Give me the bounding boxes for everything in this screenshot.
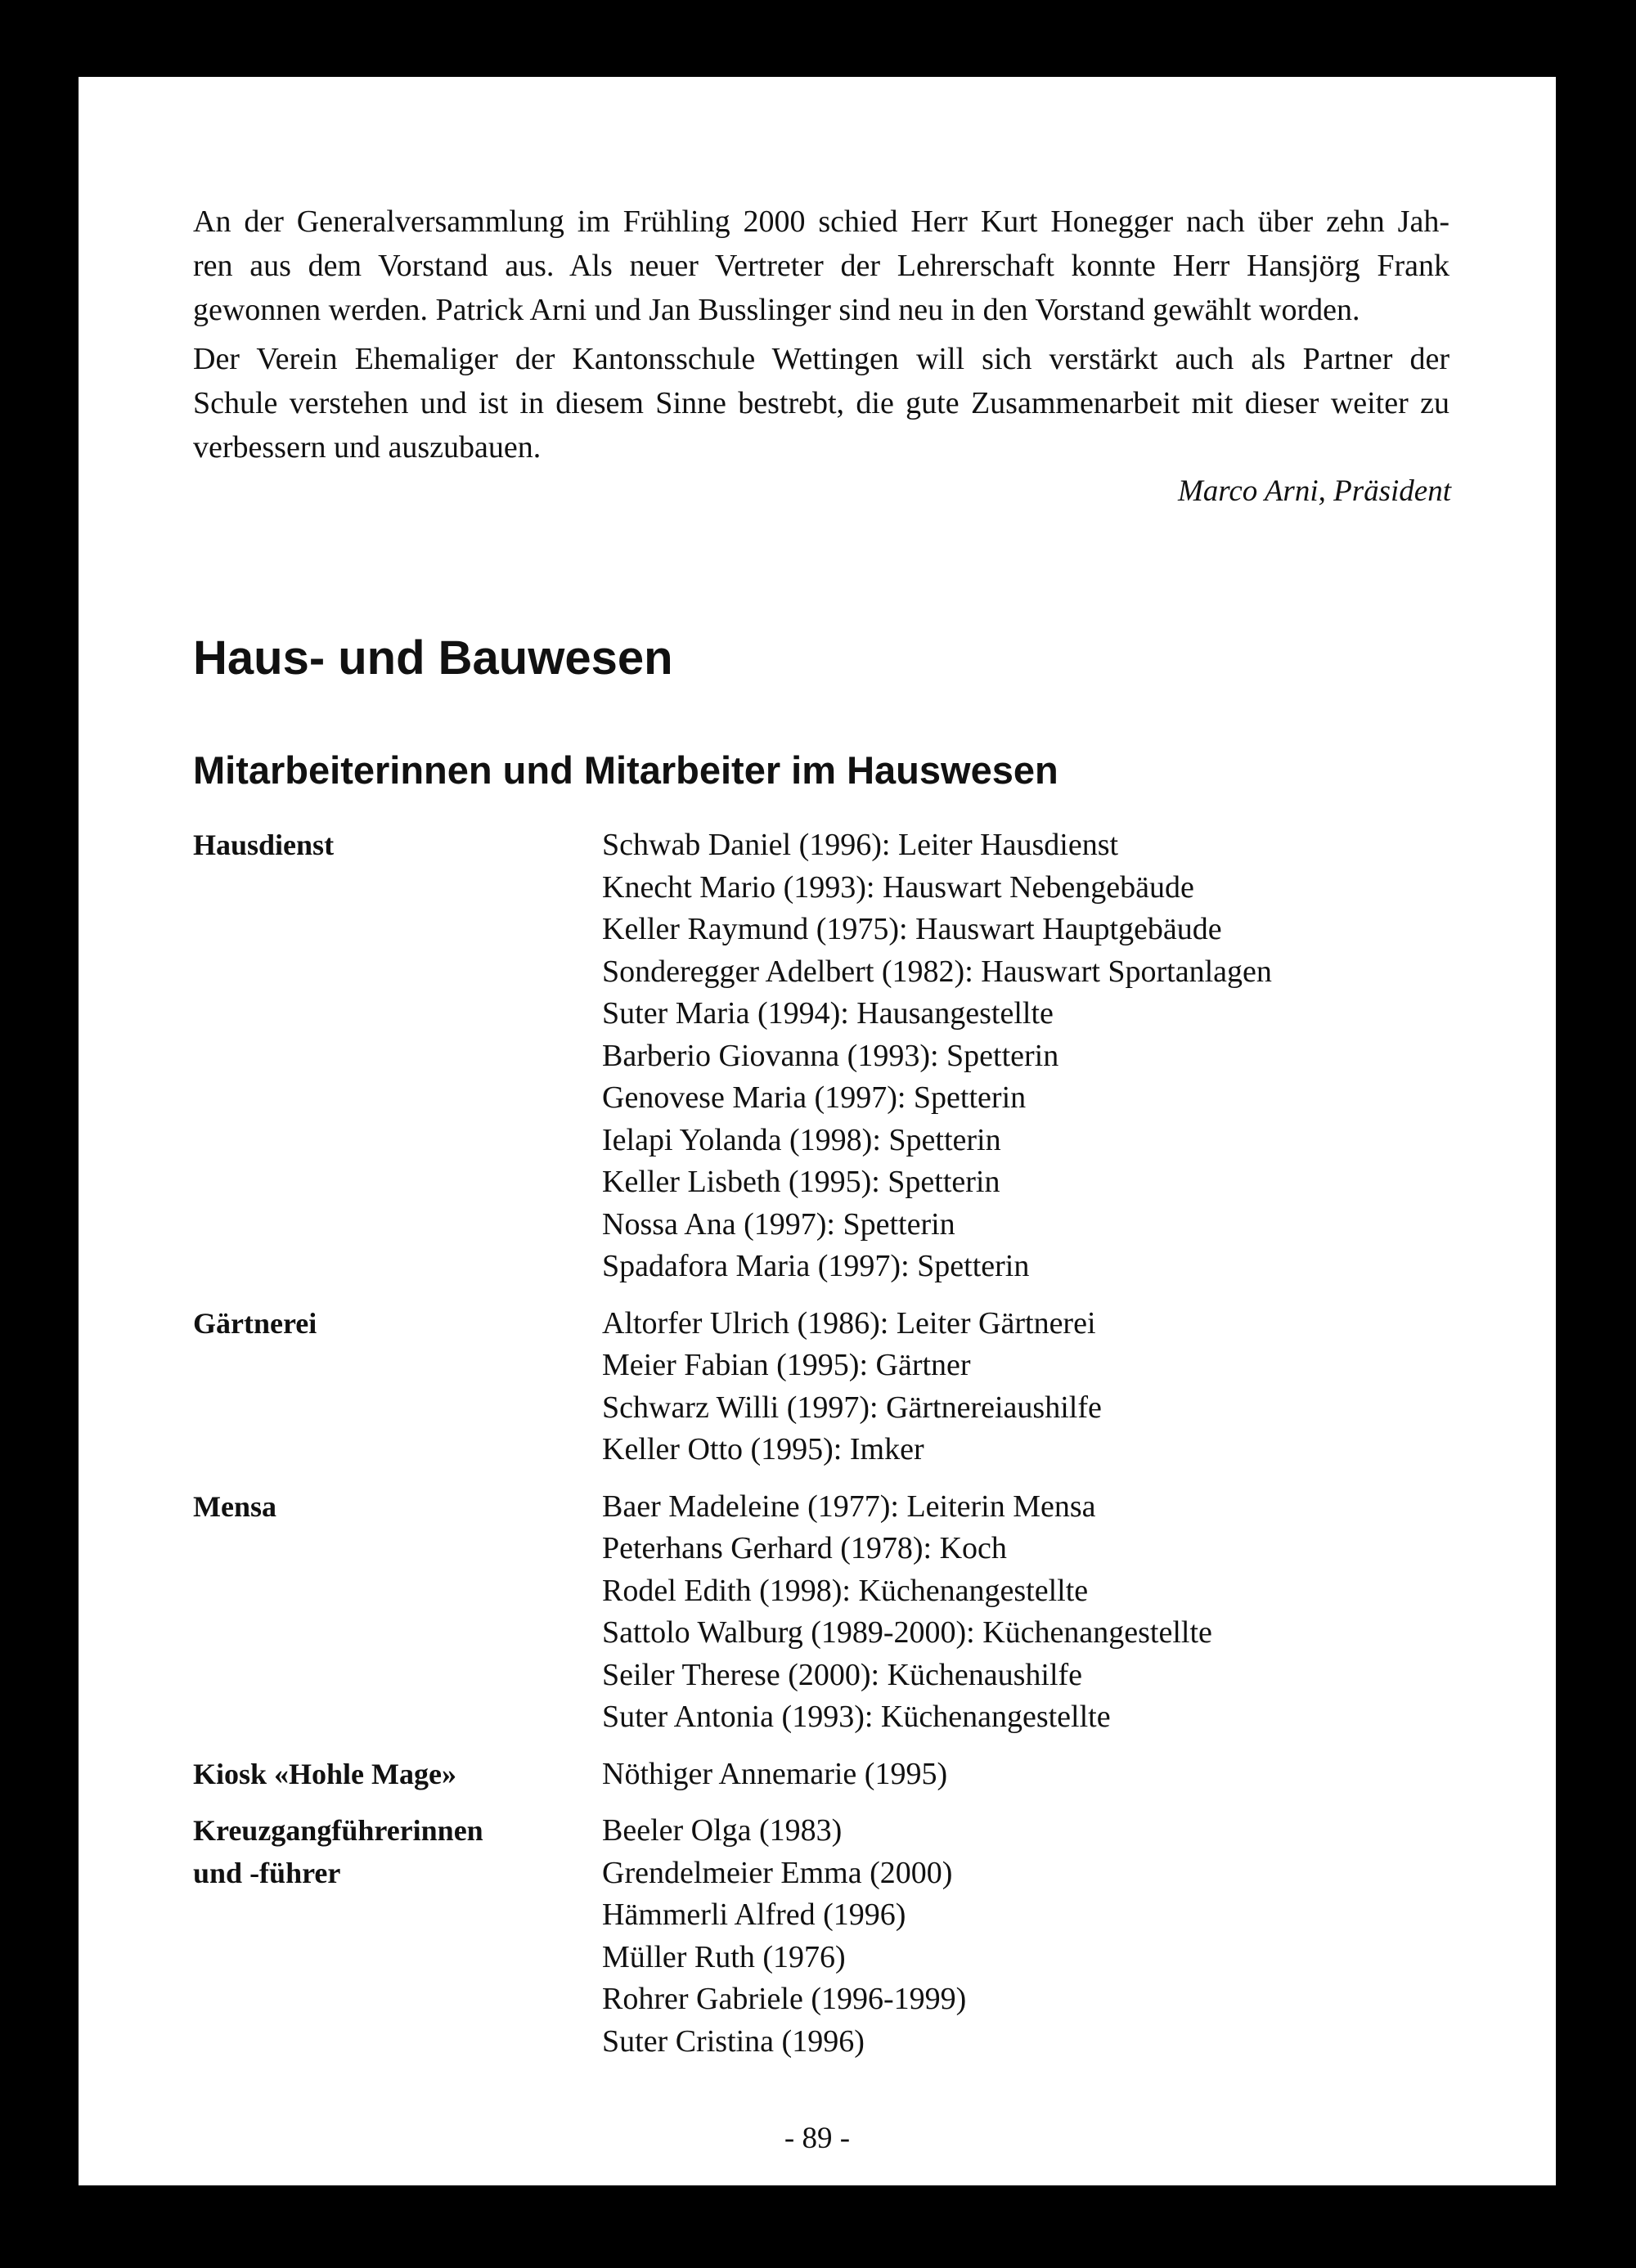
member-entry: Baer Madeleine (1977): Leiterin Mensa bbox=[602, 1489, 1096, 1524]
staff-group bbox=[193, 1486, 1453, 1739]
text-line: Der Verein Ehemaliger der Kantonsschule Wettingen will sich verstärkt auch als Partner der bbox=[193, 342, 1449, 376]
intro-paragraph-2 bbox=[193, 337, 1449, 469]
member-entry: Peterhans Gerhard (1978): Koch bbox=[602, 1531, 1007, 1565]
group-label-line: Kiosk «Hohle Mage» bbox=[193, 1757, 456, 1790]
section-subtitle: Mitarbeiterinnen und Mitarbeiter im Hauswesen bbox=[193, 748, 1058, 792]
member-entry: Sattolo Walburg (1989-2000): Küchenangestellte bbox=[602, 1615, 1212, 1650]
document-page bbox=[79, 77, 1556, 2185]
member-entry: Keller Lisbeth (1995): Spetterin bbox=[602, 1165, 1000, 1199]
staff-list bbox=[193, 824, 1453, 2077]
member-entry: Nossa Ana (1997): Spetterin bbox=[602, 1206, 955, 1242]
section-title: Haus- und Bauwesen bbox=[193, 631, 673, 685]
page-number: - 89 - bbox=[784, 2122, 851, 2155]
group-label-line: Gärtnerei bbox=[193, 1306, 317, 1340]
member-entry: Spadafora Maria (1997): Spetterin bbox=[602, 1249, 1030, 1283]
group-label-line: und -führer bbox=[193, 1856, 341, 1889]
group-label bbox=[193, 1303, 602, 1471]
member-entry: Suter Maria (1994): Hausangestellte bbox=[602, 996, 1054, 1031]
text-line: verbessern und auszubauen. bbox=[193, 430, 542, 465]
member-entry: Ielapi Yolanda (1998): Spetterin bbox=[602, 1122, 1001, 1157]
member-entry: Hämmerli Alfred (1996) bbox=[602, 1897, 906, 1932]
group-label bbox=[193, 1754, 602, 1796]
member-entry: Keller Raymund (1975): Hauswart Hauptgebäude bbox=[602, 912, 1222, 946]
member-entry: Knecht Mario (1993): Hauswart Nebengebäude bbox=[602, 869, 1194, 905]
member-entry: Suter Cristina (1996) bbox=[602, 2023, 865, 2059]
member-entry: Rohrer Gabriele (1996-1999) bbox=[602, 1982, 967, 2016]
member-entry: Schwarz Willi (1997): Gärtnereiaushilfe bbox=[602, 1390, 1102, 1425]
text-line: gewonnen werden. Patrick Arni und Jan Busslinger sind neu in den Vorstand gewählt worden. bbox=[193, 293, 1360, 327]
member-list bbox=[602, 1486, 1453, 1739]
text-line: An der Generalversammlung im Frühling 2000 schied Herr Kurt Honegger nach über zehn Jah- bbox=[193, 204, 1449, 239]
staff-group bbox=[193, 1303, 1453, 1471]
member-list bbox=[602, 1810, 1453, 2063]
member-entry: Genovese Maria (1997): Spetterin bbox=[602, 1080, 1027, 1115]
member-entry: Seiler Therese (2000): Küchenaushilfe bbox=[602, 1657, 1083, 1692]
text-line: Schule verstehen und ist in diesem Sinne bestrebt, die gute Zusammenarbeit mit dieser weiter zu bbox=[193, 386, 1449, 420]
group-label-line: Kreuzgangführerinnen bbox=[193, 1814, 483, 1847]
member-entry: Schwab Daniel (1996): Leiter Hausdienst bbox=[602, 828, 1119, 862]
intro-paragraph-1 bbox=[193, 200, 1449, 332]
group-label bbox=[193, 1486, 602, 1739]
member-list bbox=[602, 824, 1453, 1288]
signature: Marco Arni, Präsident bbox=[1177, 474, 1451, 508]
staff-group bbox=[193, 1810, 1453, 2063]
member-entry: Müller Ruth (1976) bbox=[602, 1939, 846, 1974]
member-entry: Altorfer Ulrich (1986): Leiter Gärtnerei bbox=[602, 1305, 1096, 1341]
member-entry: Sonderegger Adelbert (1982): Hauswart Sportanlagen bbox=[602, 954, 1272, 989]
member-entry: Grendelmeier Emma (2000) bbox=[602, 1855, 953, 1890]
group-label bbox=[193, 824, 602, 1288]
staff-group bbox=[193, 1754, 1453, 1796]
member-entry: Meier Fabian (1995): Gärtner bbox=[602, 1348, 971, 1382]
member-list bbox=[602, 1303, 1453, 1471]
member-entry: Rodel Edith (1998): Küchenangestellte bbox=[602, 1573, 1089, 1608]
group-label-line: Hausdienst bbox=[193, 829, 335, 861]
text-line: ren aus dem Vorstand aus. Als neuer Vertreter der Lehrerschaft konnte Herr Hansjörg Frank bbox=[193, 249, 1449, 283]
member-list bbox=[602, 1754, 1453, 1796]
member-entry: Suter Antonia (1993): Küchenangestellte bbox=[602, 1700, 1111, 1734]
staff-group bbox=[193, 824, 1453, 1288]
member-entry: Nöthiger Annemarie (1995) bbox=[602, 1756, 948, 1791]
member-entry: Beeler Olga (1983) bbox=[602, 1813, 843, 1848]
group-label-line: Mensa bbox=[193, 1489, 276, 1523]
member-entry: Barberio Giovanna (1993): Spetterin bbox=[602, 1038, 1059, 1073]
group-label bbox=[193, 1810, 602, 2063]
member-entry: Keller Otto (1995): Imker bbox=[602, 1432, 924, 1466]
